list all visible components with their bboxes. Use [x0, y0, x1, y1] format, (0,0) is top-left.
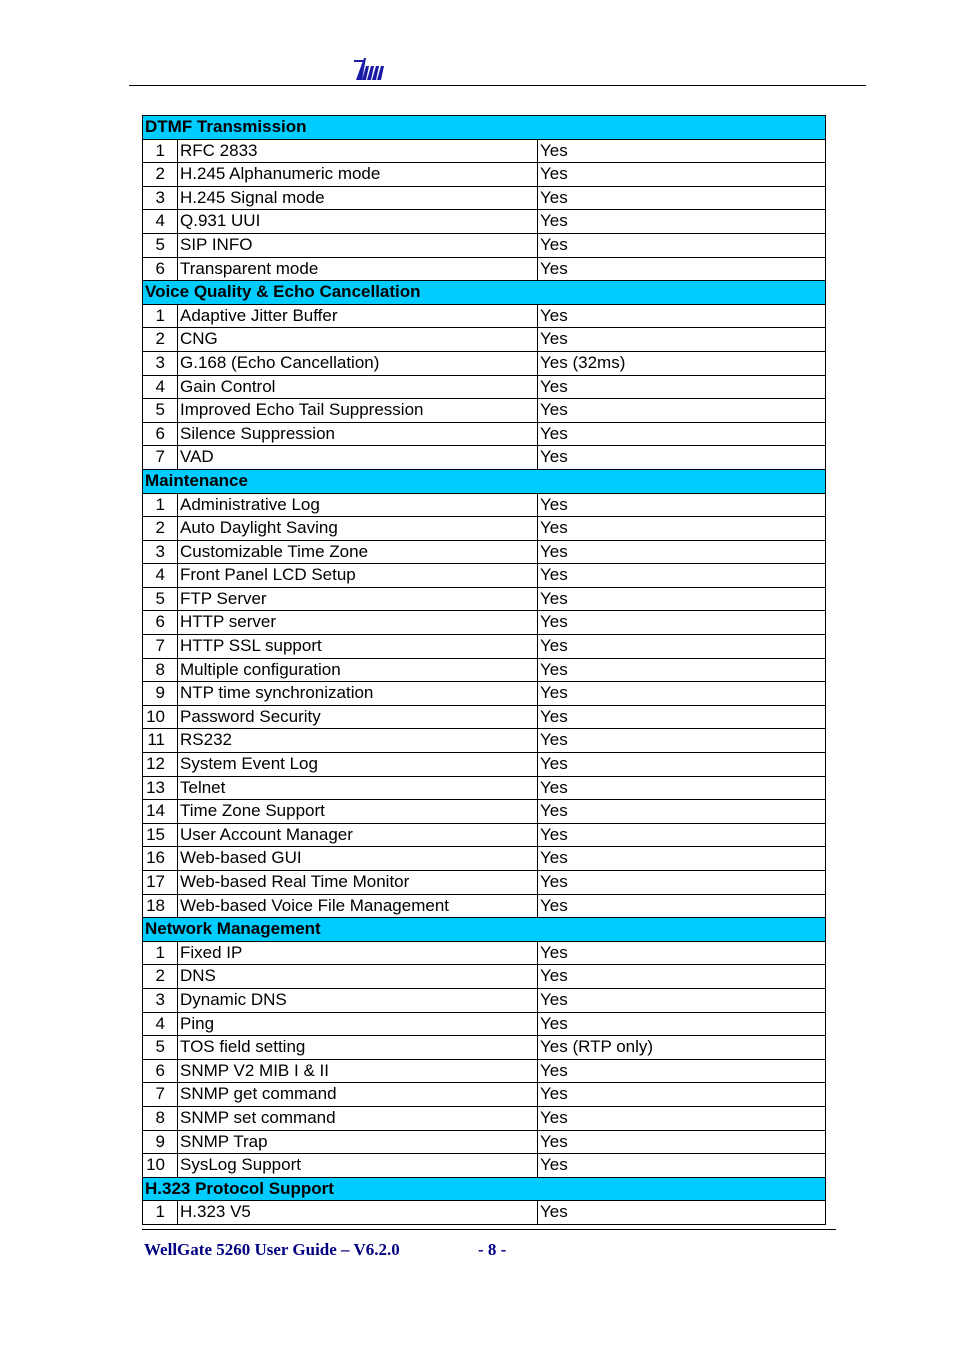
feature-name: G.168 (Echo Cancellation) [178, 351, 538, 375]
feature-name: SysLog Support [178, 1154, 538, 1178]
row-number: 3 [143, 351, 178, 375]
footer-rule [142, 1229, 836, 1230]
feature-name: Web-based GUI [178, 847, 538, 871]
table-row [143, 1036, 826, 1060]
support-value: Yes [538, 1059, 826, 1083]
feature-name: Improved Echo Tail Suppression [178, 399, 538, 423]
support-value: Yes (RTP only) [538, 1036, 826, 1060]
support-value: Yes [538, 776, 826, 800]
feature-name: Telnet [178, 776, 538, 800]
support-value: Yes [538, 988, 826, 1012]
row-number: 6 [143, 1059, 178, 1083]
table-row [143, 139, 826, 163]
table-row [143, 210, 826, 234]
support-value: Yes [538, 823, 826, 847]
table-row [143, 1130, 826, 1154]
table-row [143, 823, 826, 847]
row-number: 2 [143, 328, 178, 352]
row-number: 8 [143, 1106, 178, 1130]
row-number: 1 [143, 304, 178, 328]
support-value: Yes [538, 682, 826, 706]
table-row [143, 1154, 826, 1178]
feature-name: User Account Manager [178, 823, 538, 847]
footer-doc-title: WellGate 5260 User Guide – V6.2.0 [144, 1240, 400, 1259]
support-value: Yes [538, 1130, 826, 1154]
row-number: 14 [143, 800, 178, 824]
row-number: 17 [143, 871, 178, 895]
feature-name: Multiple configuration [178, 658, 538, 682]
row-number: 5 [143, 1036, 178, 1060]
table-row [143, 257, 826, 281]
table-row [143, 965, 826, 989]
feature-name: Dynamic DNS [178, 988, 538, 1012]
support-value: Yes [538, 328, 826, 352]
support-value: Yes [538, 894, 826, 918]
row-number: 15 [143, 823, 178, 847]
support-value: Yes [538, 635, 826, 659]
feature-name: Front Panel LCD Setup [178, 564, 538, 588]
table-row [143, 705, 826, 729]
row-number: 12 [143, 753, 178, 777]
support-value: Yes [538, 587, 826, 611]
feature-name: DNS [178, 965, 538, 989]
table-row [143, 847, 826, 871]
feature-name: HTTP server [178, 611, 538, 635]
support-value: Yes [538, 847, 826, 871]
row-number: 4 [143, 375, 178, 399]
feature-name: HTTP SSL support [178, 635, 538, 659]
support-value: Yes [538, 304, 826, 328]
row-number: 5 [143, 233, 178, 257]
table-row [143, 658, 826, 682]
feature-name: Adaptive Jitter Buffer [178, 304, 538, 328]
row-number: 16 [143, 847, 178, 871]
section-header-row [143, 469, 826, 493]
feature-name: Password Security [178, 705, 538, 729]
row-number: 5 [143, 587, 178, 611]
support-value: Yes [538, 800, 826, 824]
feature-name: Ping [178, 1012, 538, 1036]
table-row [143, 1106, 826, 1130]
table-row [143, 304, 826, 328]
row-number: 7 [143, 635, 178, 659]
feature-name: Customizable Time Zone [178, 540, 538, 564]
table-row [143, 399, 826, 423]
support-value: Yes [538, 163, 826, 187]
feature-name: Web-based Voice File Management [178, 894, 538, 918]
support-value: Yes [538, 257, 826, 281]
table-row [143, 1083, 826, 1107]
feature-name: Transparent mode [178, 257, 538, 281]
table-row [143, 233, 826, 257]
table-row [143, 871, 826, 895]
support-value: Yes [538, 1083, 826, 1107]
feature-name: H.245 Signal mode [178, 186, 538, 210]
support-value: Yes [538, 375, 826, 399]
table-row [143, 611, 826, 635]
table-row [143, 729, 826, 753]
support-value: Yes [538, 941, 826, 965]
support-value: Yes [538, 399, 826, 423]
table-row [143, 351, 826, 375]
table-row [143, 1201, 826, 1225]
feature-name: FTP Server [178, 587, 538, 611]
row-number: 18 [143, 894, 178, 918]
feature-name: Web-based Real Time Monitor [178, 871, 538, 895]
support-value: Yes [538, 705, 826, 729]
section-header-row [143, 116, 826, 140]
row-number: 10 [143, 1154, 178, 1178]
support-value: Yes [538, 446, 826, 470]
row-number: 1 [143, 139, 178, 163]
table-row [143, 941, 826, 965]
feature-name: NTP time synchronization [178, 682, 538, 706]
row-number: 9 [143, 1130, 178, 1154]
section-header-row [143, 918, 826, 942]
row-number: 6 [143, 422, 178, 446]
table-row [143, 587, 826, 611]
row-number: 10 [143, 705, 178, 729]
table-row [143, 540, 826, 564]
feature-name: SNMP set command [178, 1106, 538, 1130]
support-value: Yes (32ms) [538, 351, 826, 375]
feature-name: RS232 [178, 729, 538, 753]
support-value: Yes [538, 1012, 826, 1036]
table-row [143, 753, 826, 777]
support-value: Yes [538, 139, 826, 163]
feature-name: RFC 2833 [178, 139, 538, 163]
section-title: Maintenance [143, 469, 826, 493]
row-number: 1 [143, 941, 178, 965]
feature-name: Time Zone Support [178, 800, 538, 824]
header-rule [129, 85, 866, 86]
feature-name: Administrative Log [178, 493, 538, 517]
support-value: Yes [538, 540, 826, 564]
support-value: Yes [538, 729, 826, 753]
feature-name: System Event Log [178, 753, 538, 777]
row-number: 2 [143, 517, 178, 541]
row-number: 4 [143, 1012, 178, 1036]
table-row [143, 988, 826, 1012]
feature-name: CNG [178, 328, 538, 352]
support-value: Yes [538, 517, 826, 541]
row-number: 1 [143, 493, 178, 517]
footer-page-number: - 8 - [478, 1240, 507, 1259]
section-title: H.323 Protocol Support [143, 1177, 826, 1201]
table-row [143, 894, 826, 918]
row-number: 5 [143, 399, 178, 423]
section-title: Voice Quality & Echo Cancellation [143, 281, 826, 305]
row-number: 6 [143, 611, 178, 635]
table-row [143, 163, 826, 187]
support-value: Yes [538, 564, 826, 588]
section-header-row [143, 281, 826, 305]
table-row [143, 493, 826, 517]
company-logo-icon [354, 56, 386, 82]
feature-name: SNMP Trap [178, 1130, 538, 1154]
row-number: 11 [143, 729, 178, 753]
table-row [143, 328, 826, 352]
feature-name: H.323 V5 [178, 1201, 538, 1225]
row-number: 9 [143, 682, 178, 706]
row-number: 7 [143, 446, 178, 470]
row-number: 2 [143, 965, 178, 989]
feature-name: H.245 Alphanumeric mode [178, 163, 538, 187]
feature-name: Gain Control [178, 375, 538, 399]
table-row [143, 776, 826, 800]
section-title: Network Management [143, 918, 826, 942]
support-value: Yes [538, 1154, 826, 1178]
row-number: 2 [143, 163, 178, 187]
table-row [143, 446, 826, 470]
support-value: Yes [538, 493, 826, 517]
feature-name: SNMP get command [178, 1083, 538, 1107]
support-value: Yes [538, 871, 826, 895]
support-value: Yes [538, 186, 826, 210]
table-row [143, 564, 826, 588]
table-row [143, 1059, 826, 1083]
row-number: 3 [143, 186, 178, 210]
table-row [143, 635, 826, 659]
row-number: 3 [143, 540, 178, 564]
feature-name: VAD [178, 446, 538, 470]
feature-name: TOS field setting [178, 1036, 538, 1060]
row-number: 1 [143, 1201, 178, 1225]
section-title: DTMF Transmission [143, 116, 826, 140]
row-number: 4 [143, 564, 178, 588]
support-value: Yes [538, 658, 826, 682]
row-number: 13 [143, 776, 178, 800]
table-row [143, 800, 826, 824]
feature-name: SIP INFO [178, 233, 538, 257]
table-row [143, 422, 826, 446]
table-row [143, 375, 826, 399]
feature-name: Silence Suppression [178, 422, 538, 446]
section-header-row [143, 1177, 826, 1201]
feature-name: SNMP V2 MIB I & II [178, 1059, 538, 1083]
table-row [143, 682, 826, 706]
support-value: Yes [538, 1106, 826, 1130]
row-number: 3 [143, 988, 178, 1012]
feature-spec-table [142, 115, 826, 1225]
feature-name: Q.931 UUI [178, 210, 538, 234]
support-value: Yes [538, 965, 826, 989]
support-value: Yes [538, 210, 826, 234]
feature-name: Fixed IP [178, 941, 538, 965]
table-row [143, 186, 826, 210]
row-number: 8 [143, 658, 178, 682]
support-value: Yes [538, 233, 826, 257]
table-row [143, 517, 826, 541]
support-value: Yes [538, 1201, 826, 1225]
row-number: 7 [143, 1083, 178, 1107]
support-value: Yes [538, 611, 826, 635]
table-row [143, 1012, 826, 1036]
support-value: Yes [538, 753, 826, 777]
row-number: 4 [143, 210, 178, 234]
support-value: Yes [538, 422, 826, 446]
feature-name: Auto Daylight Saving [178, 517, 538, 541]
row-number: 6 [143, 257, 178, 281]
